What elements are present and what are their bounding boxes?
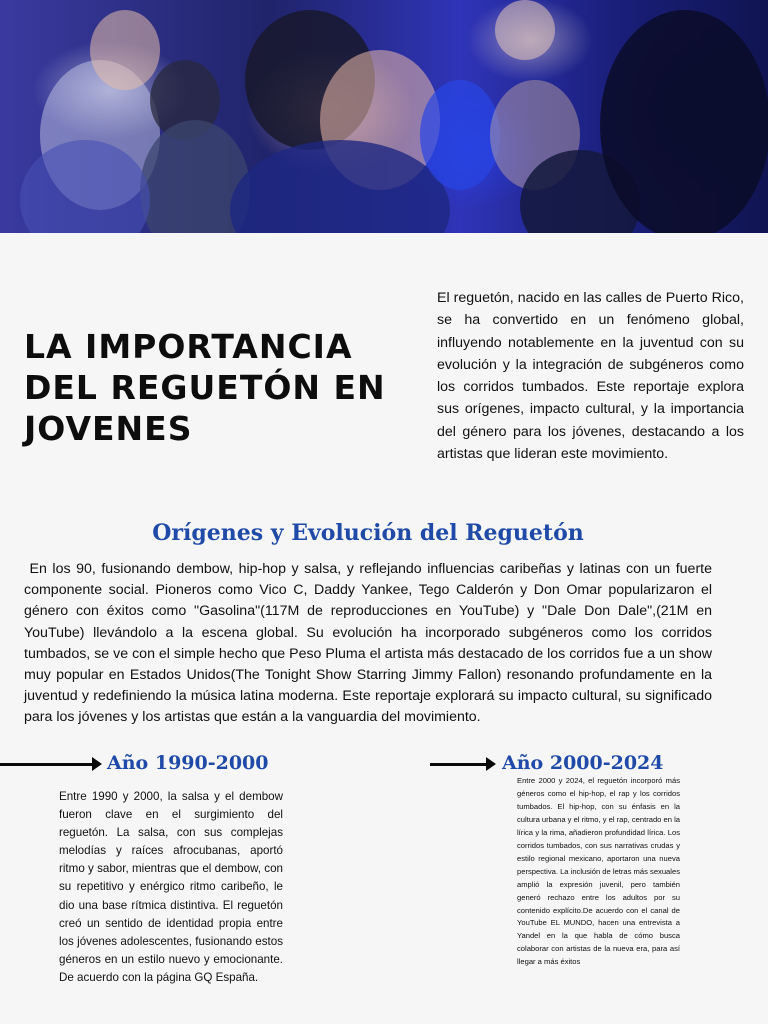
- section-body-text: En los 90, fusionando dembow, hip-hop y salsa, y reflejando influencias caribeñas y latinas con un fuerte componente social. Pioneros como Vico C, Daddy Yankee, Tego Calderón y Don Omar popularizaron el género con éxitos como "Gasolina"(117M de reproducciones en YouTube) y "Dale Don Dale",(21M en YouTube) llevándolo a la escena global. Su evolución ha incorporado subgéneros como los corridos tumbados, se ve con el simple hecho que Peso Pluma el artista más destacado de los corridos fue a un show muy popular en Estados Unidos(The Tonight Show Starring Jimmy Fallon) resonando profundamente en la juventud y redefiniendo la música latina moderna. Este reportaje explorará su impacto cultural, su significado para los jóvenes y los artistas que están a la vanguardia del movimiento.: [24, 561, 712, 726]
- intro-paragraph: El reguetón, nacido en las calles de Puerto Rico, se ha convertido en un fenómeno global, influyendo notablemente en la juventud con su evolución y la integración de subgéneros como los corridos tumbados. Este reportaje explora sus orígenes, impacto cultural, y la importancia del género para los jóvenes, destacando a los artistas que lideran este movimiento.: [437, 290, 744, 463]
- timeline-body-1: Entre 1990 y 2000, la salsa y el dembow fueron clave en el surgimiento del reguetón. La salsa, con sus complejas melodías y raíces afrocubanas, aportó ritmo y sabor, mientras que el dembow, con su repetitivo y enérgico ritmo caribeño, le dio una base rítmica distintiva. El reguetón creó un sentido de identidad propia entre los jóvenes adolescentes, fusionando estos géneros en un estilo nuevo y emocionante. De acuerdo con la página GQ España.: [59, 790, 283, 984]
- timeline-heading-2: Año 2000-2024: [502, 752, 664, 774]
- timeline-arrow-left: [0, 763, 98, 766]
- timeline-body-2: Entre 2000 y 2024, el reguetón incorporó más géneros como el hip-hop, el rap y los corridos tumbados. El hip-hop, con su énfasis en la cultura urbana y el ritmo, y el rap, centrado en la lírica y la rima, añadieron profundidad lírica. Los corridos tumbados, con sus narrativas crudas y estilo regional mexicano, aportaron una nueva perspectiva. La inclusión de letras más sexuales amplió la expresión juvenil, pero también generó rechazo entre los adultos por su contenido explícito.De acuerdo con el canal de YouTube EL MUNDO, hacen una entrevista a Yandel en la que habla de cómo busca colaborar con artistas de la nueva era, para así llegar a más éxitos: [517, 776, 680, 967]
- page-title: LA IMPORTANCIA DEL REGUETÓN EN JOVENES: [24, 327, 386, 448]
- hero-photo: [0, 0, 768, 233]
- section-body: [24, 559, 712, 729]
- section-heading: Orígenes y Evolución del Reguetón: [152, 520, 584, 546]
- timeline-arrow-right: [430, 763, 492, 766]
- timeline-heading-1: Año 1990-2000: [107, 752, 269, 774]
